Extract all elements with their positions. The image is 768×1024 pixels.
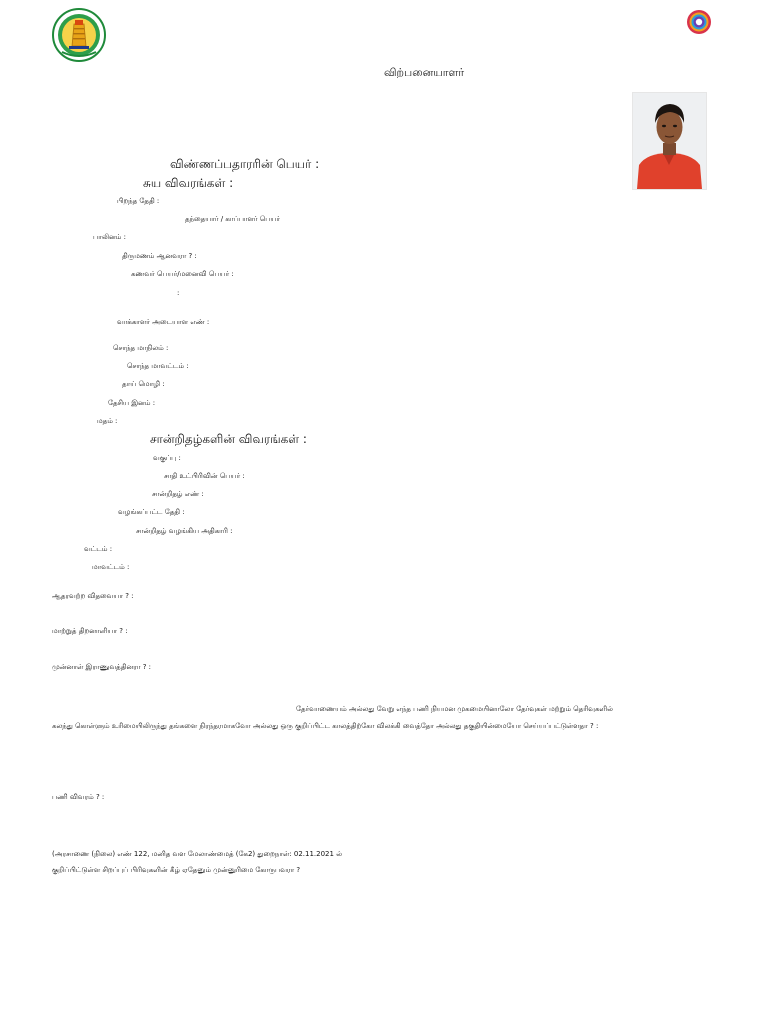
district-label: மாவட்டம் : xyxy=(92,563,130,571)
differently-abled-question: மாற்றுத் திறனாளியா ? : xyxy=(52,627,128,635)
certificate-number-label: சான்றிதழ் எண் : xyxy=(152,490,204,498)
dob-label: பிறந்த தேதி : xyxy=(117,197,160,205)
native-state-label: சொந்த மாநிலம் : xyxy=(113,344,169,352)
parent-name-label: தந்தையார் / காப்பாளர் பெயர் xyxy=(185,215,281,223)
taluk-label: வட்டம் : xyxy=(84,545,113,553)
mother-tongue-label: தாய் மொழி : xyxy=(122,380,165,388)
voter-id-label: வாக்காளர் அடையாள எண் : xyxy=(117,318,210,326)
go-reference-line1: (அரசாணை (நிலை) எண் 122, மனித வள மேலாண்மைத் (கே2) துறைநாள்: 02.11.2021 ல் xyxy=(52,850,343,858)
tamil-nadu-emblem-icon xyxy=(52,8,106,62)
circular-logo-icon xyxy=(686,9,712,35)
religion-label: மதம் : xyxy=(97,417,118,425)
applicant-photo xyxy=(632,92,707,190)
go-reference-line2: குறிப்பிட்டுள்ள சிறப்புப் பிரிவுகளின் கீழ் ஏதேனும் முன்னுரிமை கோருபவரா ? xyxy=(52,866,301,874)
issue-date-label: வழங்கப்பட்ட தேதி : xyxy=(118,508,185,516)
nationality-label: தேசிய இனம் : xyxy=(108,399,156,407)
married-label: திருமணம் ஆனவரா ? : xyxy=(122,252,197,260)
debarred-question-line2: கலந்து கொள்ளும் உரிமையிலிருந்து தங்களை நிரந்தரமாகவோ அல்லது ஒரு குறிப்பிட்ட காலத்திற்கோ விலக்கி வைத்தோ அல்லது தகுதியின்மையோ செய்யப்பட்டுள்ளதா ? : xyxy=(52,722,599,730)
certificate-heading: சான்றிதழ்களின் விவரங்கள் : xyxy=(150,432,307,446)
page-title: விற்பனையாளர் xyxy=(384,66,465,79)
applicant-name-label: விண்ணப்பதாரரின் பெயர் : xyxy=(170,157,320,171)
destitute-widow-question: ஆதரவற்ற விதவையா ? : xyxy=(52,592,134,600)
debarred-question-line1: தேர்வாணையம் அல்லது வேறு எந்த பணி நியமன முகமையினாலோ தேர்வுகள் மற்றும் தெரிவுகளில் xyxy=(296,705,613,713)
spouse-name-label: கணவர் பெயர்/மனைவி பெயர் : xyxy=(131,270,234,278)
employment-details-question: பணி விவரம் ? : xyxy=(52,793,105,801)
native-district-label: சொந்த மாவட்டம் : xyxy=(127,362,189,370)
gender-label: பாலினம் : xyxy=(93,233,127,241)
category-label: வகுப்பு : xyxy=(153,454,181,462)
subcaste-label: சாதி உட்பிரிவின் பெயர் : xyxy=(164,472,245,480)
ex-serviceman-question: முன்னாள் இராணுவத்தினரா ? : xyxy=(52,663,152,671)
personal-details-heading: சுய விவரங்கள் : xyxy=(143,176,234,190)
blank-colon: : xyxy=(177,289,180,297)
issuing-authority-label: சான்றிதழ் வழங்கிய அதிகாரி : xyxy=(136,527,233,535)
